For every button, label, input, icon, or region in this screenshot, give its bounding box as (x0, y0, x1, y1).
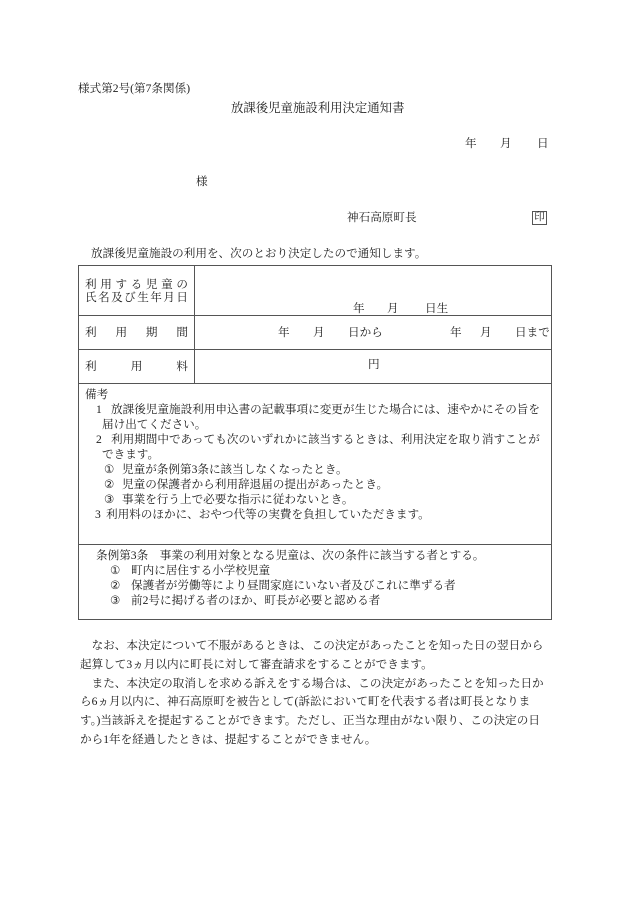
fee-value-cell (195, 350, 551, 383)
intro-text: 放課後児童施設の利用を、次のとおり決定したので通知します。 (91, 247, 427, 260)
label-char: 名 (98, 290, 110, 304)
label-char: す (115, 277, 128, 291)
label-char: 氏 (85, 290, 97, 304)
notice-line: ら6ヵ月以内に、神石高原町を被告として(訴訟において町を代表する者は町長となりま (80, 695, 531, 709)
period-value-cell (195, 316, 551, 349)
birth-day-label: 日生 (425, 302, 449, 315)
to-year-label: 年 (450, 326, 462, 339)
ordinance-item-number: ① (110, 564, 121, 577)
ordinance-article: 条例第3条 事業の利用対象となる児童は、次の条件に該当する者とする。 (96, 549, 485, 562)
child-label-cell (79, 266, 195, 315)
subitem-number: ② (104, 478, 115, 491)
child-value-cell (195, 266, 551, 315)
ordinance-item (79, 563, 551, 578)
notice-paragraph (80, 637, 552, 675)
label-char: 童 (161, 277, 173, 291)
birth-month-label: 月 (387, 302, 399, 315)
date-day-label: 日 (537, 137, 549, 150)
decision-table (78, 265, 552, 620)
label-char: 用 (115, 325, 128, 339)
notice-line: なお、本決定について不服があるときは、この決定があったことを知った日の翌日から (91, 639, 544, 652)
item-number: 3 (95, 508, 101, 521)
label-char: 利 (85, 359, 97, 373)
form-number: 様式第2号(第7条関係) (78, 82, 191, 95)
notice-paragraph (80, 675, 552, 750)
label-char: 月 (163, 290, 175, 304)
remarks-subitem (79, 462, 551, 477)
fee-label-cell (79, 350, 195, 383)
remarks-subitem (79, 477, 551, 492)
item-text: 放課後児童施設利用申込書の記載事項に変更が生じた場合には、速やかにその旨を (111, 403, 540, 416)
label-char: る (130, 277, 143, 291)
remarks-item-continuation: できます。 (102, 448, 160, 461)
label-char: 利 (85, 325, 97, 339)
date-year-label: 年 (465, 137, 477, 150)
item-text: 利用料のほかに、おやつ代等の実費を負担していただきます。 (106, 508, 430, 521)
notice-line: す。)当該訴えを提起することができます。ただし、正当な理由がない限り、この決定の日 (80, 714, 540, 728)
issuer-name: 神石高原町長 (347, 211, 417, 224)
child-label-line (85, 291, 188, 304)
subitem-number: ① (104, 463, 115, 476)
subitem-text: 児童の保護者から利用辞退届の提出があったとき。 (122, 478, 389, 491)
from-year-label: 年 (278, 326, 290, 339)
period-label (85, 326, 188, 340)
label-char: 期 (145, 325, 158, 339)
label-char: の (176, 277, 188, 291)
remarks-item (79, 432, 551, 447)
subitem-number: ③ (104, 493, 115, 506)
label-char: 用 (100, 277, 112, 291)
label-char: 生 (137, 290, 149, 304)
item-number: 1 (96, 403, 102, 416)
item-number: 2 (96, 433, 102, 446)
addressee-suffix: 様 (196, 175, 208, 188)
ordinance-item (79, 593, 551, 608)
label-char: 料 (176, 359, 188, 373)
ordinance-item-number: ③ (110, 594, 121, 607)
remarks-subitem (79, 492, 551, 507)
label-char: 及 (111, 290, 123, 304)
date-month-label: 月 (500, 137, 512, 150)
notice-line: 起算して3ヵ月以内に町長に対して審査請求をすることができます。 (80, 657, 433, 671)
ordinance-item-text: 前2号に掲げる者のほか、町長が必要と認める者 (131, 594, 381, 607)
label-char: 利 (85, 277, 97, 291)
ordinance-item (79, 578, 551, 593)
label-char: 間 (176, 325, 188, 339)
notice-line: また、本決定の取消しを求める訴えをする場合は、この決定があったことを知った日か (91, 676, 544, 690)
appeal-notice (80, 637, 552, 750)
subitem-text: 児童が条例第3条に該当しなくなったとき。 (122, 463, 348, 476)
fee-unit-label: 円 (368, 358, 380, 371)
document-title: 放課後児童施設利用決定通知書 (231, 101, 405, 115)
label-char: び (124, 290, 136, 304)
remarks-item (79, 402, 551, 417)
table-row-period (79, 316, 551, 350)
label-char: 日 (176, 290, 188, 304)
item-text: 利用期間中であっても次のいずれかに該当するときは、利用決定を取り消すことが (111, 433, 540, 446)
from-day-label: 日から (348, 326, 383, 339)
to-day-label: 日まで (515, 326, 550, 339)
ordinance-item-text: 保護者が労働等により昼間家庭にいない者及びこれに準ずる者 (131, 579, 456, 592)
child-label-line (85, 278, 188, 291)
subitem-text: 事業を行う上で必要な指示に従わないとき。 (122, 493, 354, 506)
remarks-item-continuation: 届け出てください。 (102, 418, 207, 431)
notice-line: から1年を経過したときは、提起することができません。 (80, 732, 377, 746)
label-char: 年 (150, 290, 162, 304)
to-month-label: 月 (480, 326, 492, 339)
ordinance-section (79, 545, 551, 619)
period-label-cell (79, 316, 195, 349)
remarks-section (79, 384, 551, 545)
ordinance-item-text: 町内に居住する小学校児童 (131, 564, 271, 577)
label-char: 用 (130, 359, 143, 373)
birth-year-label: 年 (353, 302, 365, 315)
table-row-child (79, 266, 551, 316)
fee-label (85, 360, 188, 374)
seal-stamp-box: 印 (532, 211, 547, 225)
ordinance-item-number: ② (110, 579, 121, 592)
label-char: 児 (145, 277, 158, 291)
remarks-item (79, 507, 551, 522)
remarks-heading: 備考 (85, 388, 109, 401)
from-month-label: 月 (313, 326, 325, 339)
table-row-fee (79, 350, 551, 384)
